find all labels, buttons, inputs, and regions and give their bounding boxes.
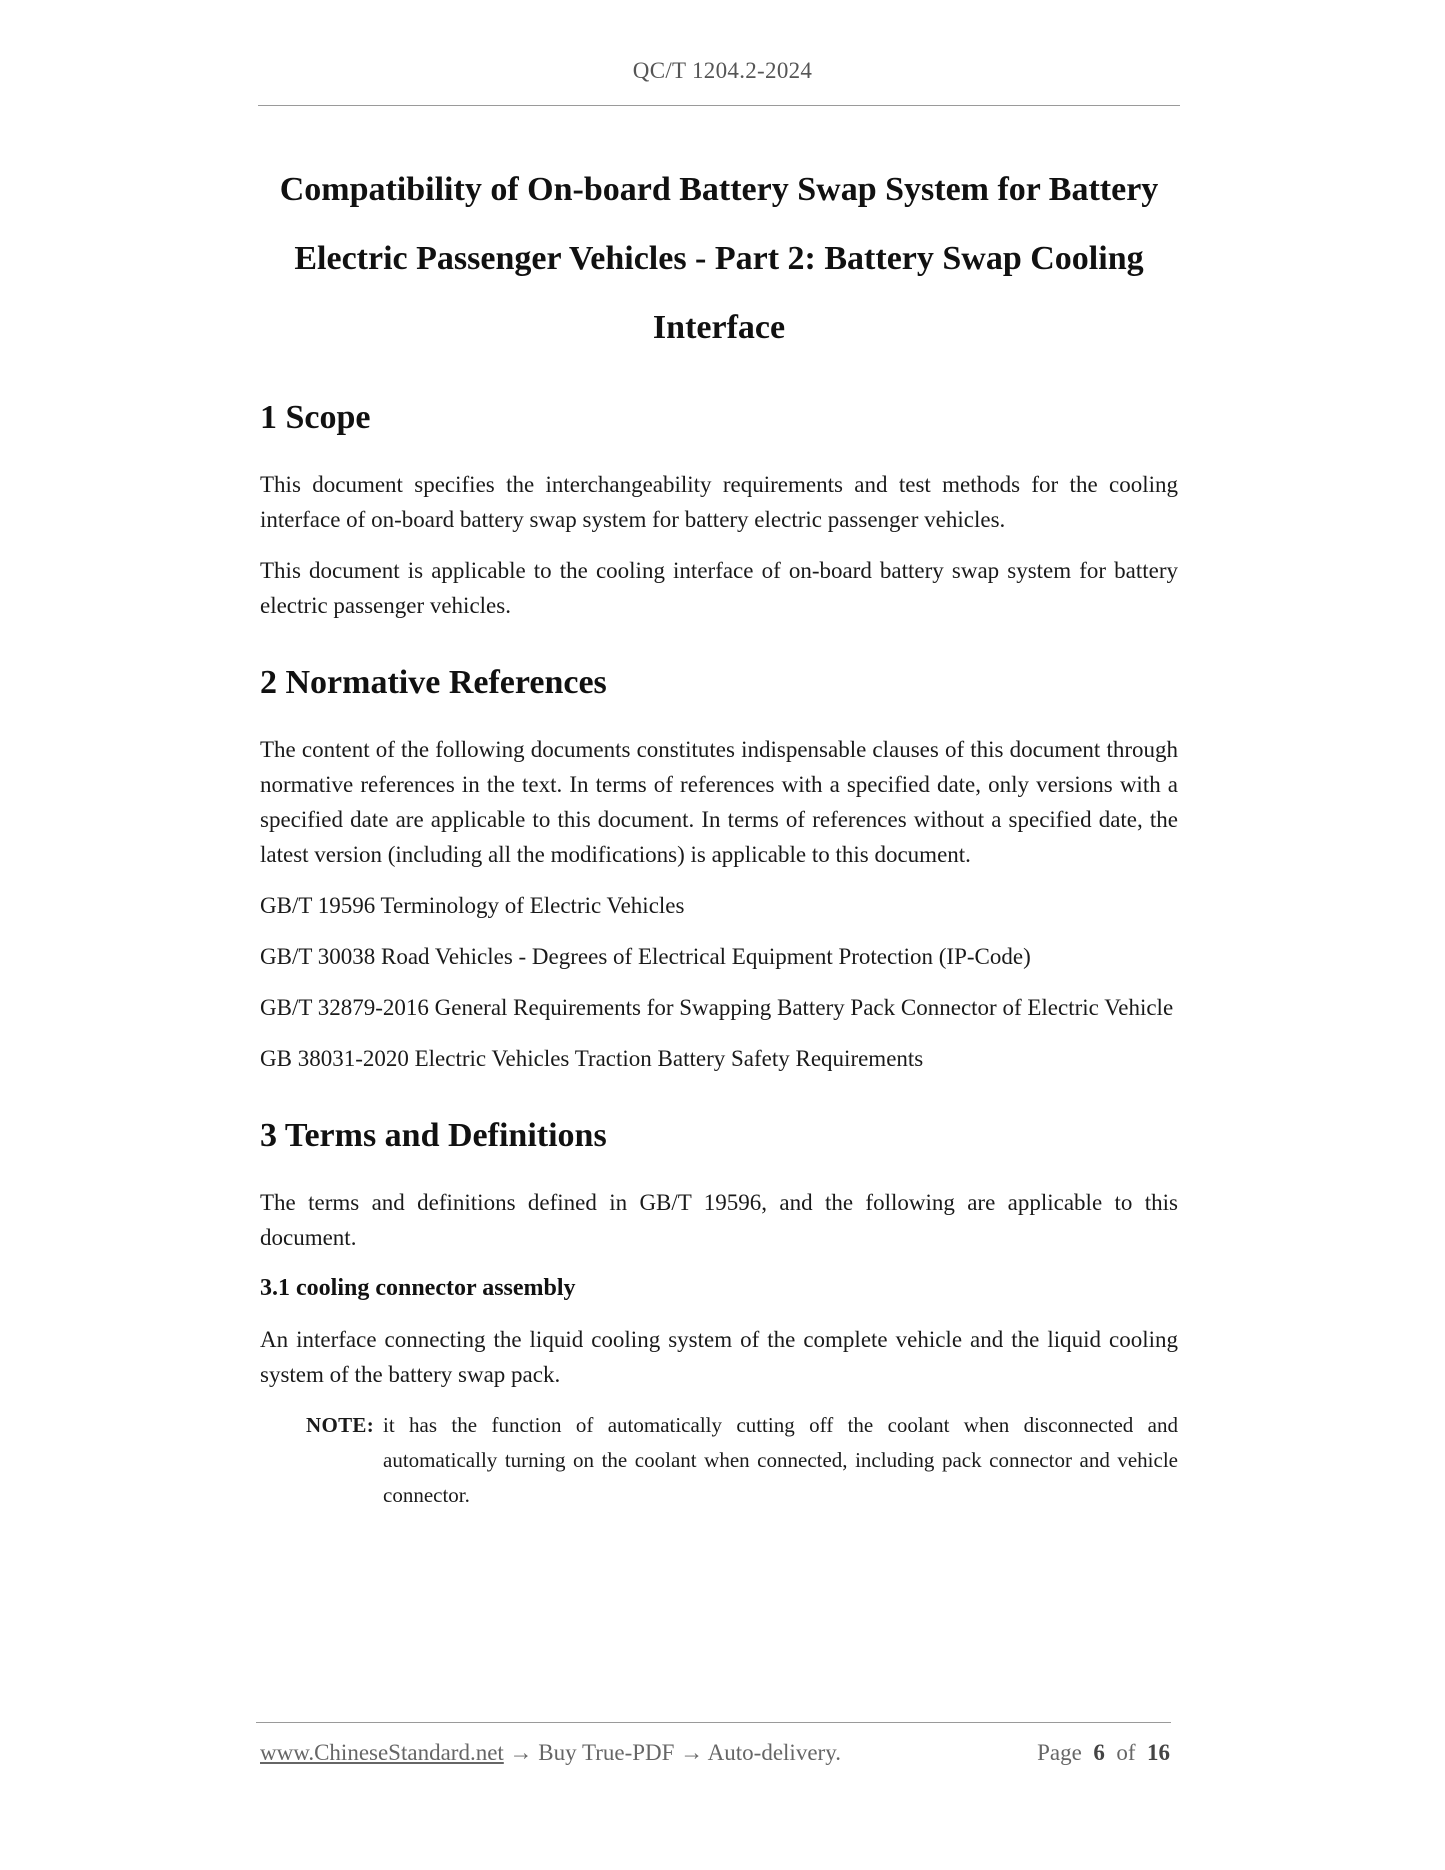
term-definition: An interface connecting the liquid cooling system of the complete vehicle and the liquid cooling system of the battery swap pack. — [260, 1327, 1178, 1387]
footer-links — [260, 1740, 841, 1766]
reference-item: GB 38031-2020 Electric Vehicles Traction Battery Safety Requirements — [260, 1046, 924, 1071]
term-heading: 3.1 cooling connector assembly — [260, 1275, 576, 1301]
arrow-right-icon: → — [680, 1740, 704, 1765]
current-page-number: 6 — [1093, 1740, 1105, 1765]
note-text: it has the function of automatically cutting off the coolant when disconnected and automatically turning on the coolant when connected, including pack connector and vehicle connector. — [383, 1413, 1178, 1507]
page-label: Page — [1037, 1740, 1082, 1765]
footer-divider — [256, 1722, 1171, 1723]
section-heading-scope: 1 Scope — [260, 399, 371, 436]
title-line-2: Electric Passenger Vehicles - Part 2: Battery Swap Cooling — [294, 240, 1144, 277]
note-block — [306, 1408, 1178, 1513]
auto-delivery-text: Auto-delivery. — [707, 1740, 841, 1765]
of-label: of — [1116, 1740, 1136, 1765]
total-page-number: 16 — [1147, 1740, 1170, 1765]
running-header: QC/T 1204.2-2024 — [632, 58, 813, 83]
arrow-right-icon: → — [509, 1740, 533, 1765]
buy-pdf-text: Buy True-PDF — [538, 1740, 675, 1765]
header-divider — [258, 105, 1180, 106]
section-heading-terms-definitions: 3 Terms and Definitions — [260, 1117, 607, 1154]
section-heading-normative-references: 2 Normative References — [260, 664, 607, 701]
website-link[interactable]: www.ChineseStandard.net — [260, 1740, 504, 1765]
document-title — [260, 155, 1178, 362]
title-line-1: Compatibility of On-board Battery Swap System for Battery — [279, 171, 1159, 208]
reference-item: GB/T 30038 Road Vehicles - Degrees of Electrical Equipment Protection (IP-Code) — [260, 944, 1031, 969]
title-line-3: Interface — [652, 309, 786, 346]
scope-paragraph-2: This document is applicable to the cooling interface of on-board battery swap system for battery electric passenger vehicles. — [260, 558, 1178, 618]
normative-intro-paragraph: The content of the following documents constitutes indispensable clauses of this document through normative references in the text. In terms of references with a specified date, only versions with a specified date are applicable to this document. In terms of references without a specified date, the latest version (including all the modifications) is applicable to this document. — [260, 737, 1178, 867]
reference-item: GB/T 19596 Terminology of Electric Vehicles — [260, 893, 685, 918]
page-indicator — [1037, 1740, 1170, 1766]
reference-item: GB/T 32879-2016 General Requirements for Swapping Battery Pack Connector of Electric Vehicle — [260, 995, 1174, 1020]
document-body — [260, 155, 1178, 1513]
note-label: NOTE: — [306, 1413, 375, 1437]
scope-paragraph-1: This document specifies the interchangeability requirements and test methods for the cooling interface of on-board battery swap system for battery electric passenger vehicles. — [260, 472, 1178, 532]
terms-intro-paragraph: The terms and definitions defined in GB/T 19596, and the following are applicable to this document. — [260, 1190, 1178, 1250]
